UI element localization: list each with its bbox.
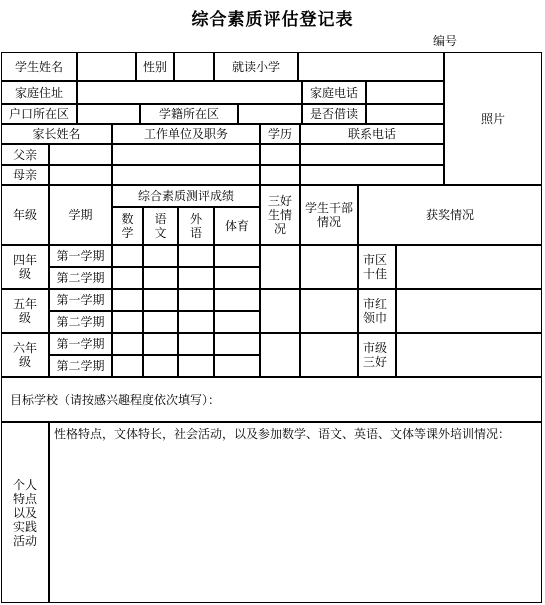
score-cell[interactable] (112, 311, 143, 333)
father-name-field[interactable] (49, 144, 112, 165)
grade-6-label: 六年级 (1, 333, 49, 377)
score-cell[interactable] (214, 333, 260, 355)
grade-header: 年级 (1, 185, 49, 245)
term-2-label: 第二学期 (49, 311, 112, 333)
father-phone-field[interactable] (300, 144, 444, 165)
award-cell[interactable] (396, 289, 542, 333)
term-1-label: 第一学期 (49, 289, 112, 311)
award-type-label: 市级三好 (358, 333, 396, 377)
score-cell[interactable] (143, 289, 178, 311)
score-cell[interactable] (214, 311, 260, 333)
cadre-header: 学生干部情况 (300, 185, 358, 245)
parent-name-header: 家长姓名 (1, 124, 112, 144)
score-cell[interactable] (143, 355, 178, 377)
pe-header: 体育 (214, 207, 260, 245)
award-type-label: 市红领巾 (358, 289, 396, 333)
score-cell[interactable] (178, 355, 214, 377)
score-cell[interactable] (178, 267, 214, 289)
mother-name-field[interactable] (49, 165, 112, 185)
score-cell[interactable] (178, 333, 214, 355)
score-cell[interactable] (112, 333, 143, 355)
student-name-field[interactable] (77, 52, 136, 81)
score-cell[interactable] (178, 289, 214, 311)
hukou-field[interactable] (77, 104, 140, 124)
school-label: 就读小学 (214, 52, 298, 81)
sanhao-cell[interactable] (260, 333, 300, 377)
score-group-header: 综合素质测评成绩 (112, 185, 260, 207)
score-cell[interactable] (214, 267, 260, 289)
parent-edu-header: 学历 (260, 124, 300, 144)
term-2-label: 第二学期 (49, 267, 112, 289)
score-cell[interactable] (143, 333, 178, 355)
home-phone-field[interactable] (366, 81, 444, 104)
personal-field[interactable]: 性格特点，文体特长，社会活动，以及参加数学、语文、英语、文体等课外培训情况： (49, 422, 542, 603)
award-cell[interactable] (396, 245, 542, 289)
score-cell[interactable] (143, 245, 178, 267)
score-cell[interactable] (112, 355, 143, 377)
mother-phone-field[interactable] (300, 165, 444, 185)
term-1-label: 第一学期 (49, 333, 112, 355)
score-cell[interactable] (214, 355, 260, 377)
grade-4-label: 四年级 (1, 245, 49, 289)
mother-edu-field[interactable] (260, 165, 300, 185)
award-cell[interactable] (396, 333, 542, 377)
form-title: 综合素质评估登记表 (191, 10, 354, 30)
parent-phone-header: 联系电话 (300, 124, 444, 144)
serial-number-label: 编号 (433, 34, 458, 48)
father-label: 父亲 (1, 144, 49, 165)
term-1-label: 第一学期 (49, 245, 112, 267)
term-2-label: 第二学期 (49, 355, 112, 377)
hukou-label: 户口所在区 (1, 104, 77, 124)
parent-work-header: 工作单位及职务 (112, 124, 260, 144)
father-edu-field[interactable] (260, 144, 300, 165)
score-cell[interactable] (143, 267, 178, 289)
score-cell[interactable] (214, 245, 260, 267)
photo-box[interactable]: 照片 (444, 52, 542, 185)
award-type-label: 市区十佳 (358, 245, 396, 289)
score-cell[interactable] (178, 311, 214, 333)
score-cell[interactable] (178, 245, 214, 267)
score-cell[interactable] (112, 267, 143, 289)
sanhao-header: 三好生情况 (260, 185, 300, 245)
chinese-header: 语文 (143, 207, 178, 245)
gender-field[interactable] (174, 52, 214, 81)
awards-header: 获奖情况 (358, 185, 542, 245)
mother-label: 母亲 (1, 165, 49, 185)
sanhao-cell[interactable] (260, 245, 300, 289)
student-name-label: 学生姓名 (1, 52, 77, 81)
target-school-field[interactable]: 目标学校（请按感兴趣程度依次填写）： (1, 377, 542, 422)
personal-label: 个人特点以及实践活动 (1, 422, 49, 603)
jiedu-label: 是否借读 (302, 104, 366, 124)
cadre-cell[interactable] (300, 289, 358, 333)
score-cell[interactable] (214, 289, 260, 311)
school-field[interactable] (298, 52, 444, 81)
term-header: 学期 (49, 185, 112, 245)
father-work-field[interactable] (112, 144, 260, 165)
cadre-cell[interactable] (300, 245, 358, 289)
jiedu-field[interactable] (366, 104, 444, 124)
address-label: 家庭住址 (1, 81, 77, 104)
xueji-label: 学籍所在区 (140, 104, 238, 124)
xueji-field[interactable] (238, 104, 302, 124)
cadre-cell[interactable] (300, 333, 358, 377)
home-phone-label: 家庭电话 (302, 81, 366, 104)
score-cell[interactable] (112, 289, 143, 311)
score-cell[interactable] (143, 311, 178, 333)
mother-work-field[interactable] (112, 165, 260, 185)
grade-5-label: 五年级 (1, 289, 49, 333)
score-cell[interactable] (112, 245, 143, 267)
address-field[interactable] (77, 81, 302, 104)
english-header: 外语 (178, 207, 214, 245)
gender-label: 性别 (136, 52, 174, 81)
sanhao-cell[interactable] (260, 289, 300, 333)
math-header: 数学 (112, 207, 143, 245)
